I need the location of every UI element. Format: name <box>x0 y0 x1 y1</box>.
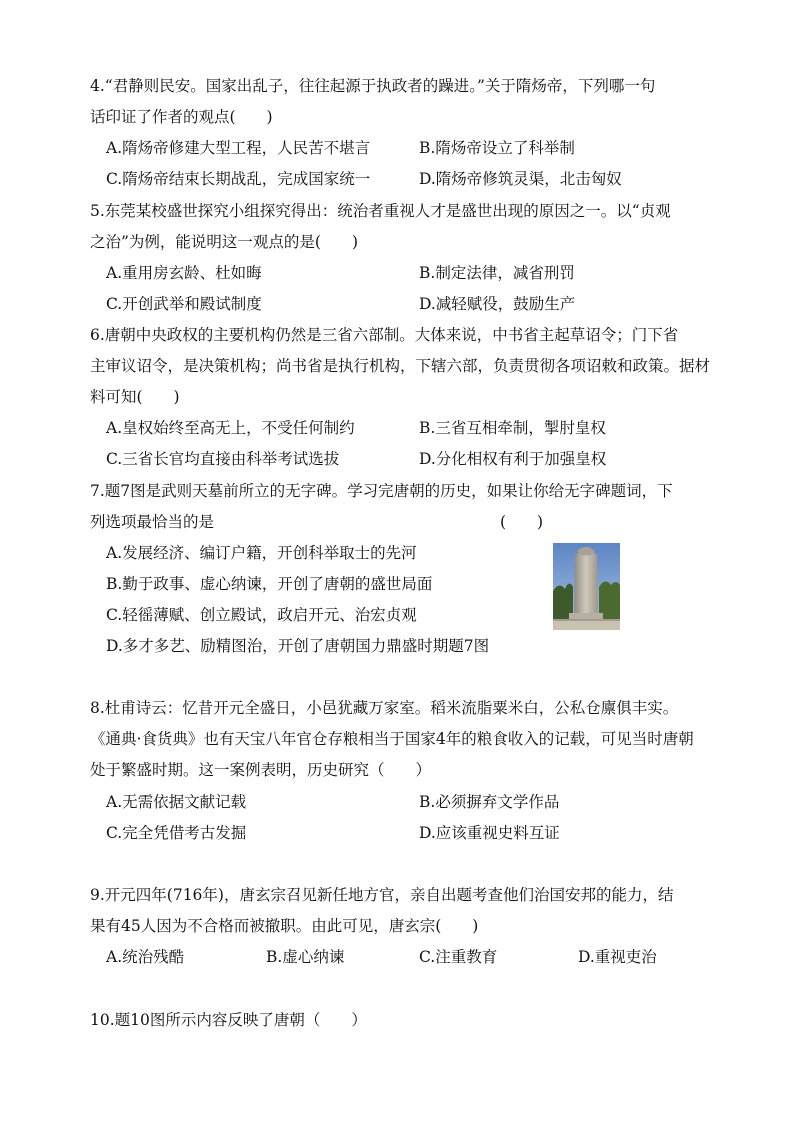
q6-stem-line2: 主审议诏令，是决策机构；尚书省是执行机构，下辖六部，负责贯彻各项诏敕和政策。据材 <box>90 357 711 375</box>
q8-option-c: C.完全凭借考古发掘 <box>106 824 247 842</box>
q8-option-a: A.无需依据文献记载 <box>106 793 247 811</box>
q6-stem-line1: 6.唐朝中央政权的主要机构仍然是三省六部制。大体来说，中书省主起草诏令；门下省 <box>90 326 679 344</box>
q10-stem-line1: 10.题10图所示内容反映了唐朝（ ） <box>90 1011 367 1029</box>
q5-option-d: D.减轻赋役，鼓励生产 <box>419 295 576 313</box>
q4-stem-line2: 话印证了作者的观点( ) <box>90 108 273 126</box>
q7-stem-line1: 7.题7图是武则天墓前所立的无字碑。学习完唐朝的历史，如果让你给无字碑题词，下 <box>90 482 673 500</box>
q5-stem-line2: 之治”为例，能说明这一观点的是( ) <box>90 233 359 251</box>
q4-option-c: C.隋炀帝结束长期战乱，完成国家统一 <box>106 170 371 188</box>
q6-option-a: A.皇权始终至高无上，不受任何制约 <box>106 419 355 437</box>
wordless-stele-photo <box>553 543 620 630</box>
q6-option-b: B.三省互相牵制，掣肘皇权 <box>419 419 606 437</box>
q9-option-c: C.注重教育 <box>419 948 498 966</box>
q5-option-a: A.重用房玄龄、杜如晦 <box>106 264 262 282</box>
q8-stem-line1: 8.杜甫诗云：忆昔开元全盛日，小邑犹藏万家室。稻米流脂粟米白，公私仓廪俱丰实。 <box>90 699 679 717</box>
q4-option-d: D.隋炀帝修筑灵渠，北击匈奴 <box>419 170 622 188</box>
q8-stem-line2: 《通典·食货典》也有天宝八年官仓存粮相当于国家4年的粮食收入的记载，可见当时唐朝 <box>90 730 694 748</box>
q6-option-c: C.三省长官均直接由科举考试选拔 <box>106 450 340 468</box>
q9-option-d: D.重视吏治 <box>578 948 657 966</box>
q5-stem-line1: 5.东莞某校盛世探究小组探究得出：统治者重视人才是盛世出现的原因之一。以“贞观 <box>90 202 671 220</box>
q9-stem-line2: 果有45人因为不合格而被撤职。由此可见，唐玄宗( ) <box>90 917 479 935</box>
q8-option-b: B.必须摒弃文学作品 <box>419 793 560 811</box>
q7-option-d: D.多才多艺、励精图治，开创了唐朝国力鼎盛时期题7图 <box>106 637 490 655</box>
q5-option-c: C.开创武举和殿试制度 <box>106 295 262 313</box>
q8-stem-line3: 处于繁盛时期。这一案例表明，历史研究（ ） <box>90 761 432 779</box>
q4-option-a: A.隋炀帝修建大型工程，人民苦不堪言 <box>106 139 371 157</box>
q7-answer-paren: ( ) <box>500 513 544 531</box>
q7-option-b: B.勤于政事、虚心纳谏，开创了唐朝的盛世局面 <box>106 575 433 593</box>
q7-option-a: A.发展经济、编订户籍，开创科举取士的先河 <box>106 544 417 562</box>
q7-option-c: C.轻徭薄赋、创立殿试，政启开元、治宏贞观 <box>106 606 417 624</box>
q6-option-d: D.分化相权有利于加强皇权 <box>419 450 607 468</box>
q4-option-b: B.隋炀帝设立了科举制 <box>419 139 575 157</box>
q5-option-b: B.制定法律，减省刑罚 <box>419 264 575 282</box>
q8-option-d: D.应该重视史料互证 <box>419 824 560 842</box>
q9-option-a: A.统治残酷 <box>106 948 185 966</box>
q9-option-b: B.虚心纳谏 <box>266 948 345 966</box>
q4-stem-line1: 4.“君静则民安。国家出乱子，往往起源于执政者的躁进。”关于隋炀帝，下列哪一句 <box>90 77 656 95</box>
q9-stem-line1: 9.开元四年(716年)，唐玄宗召见新任地方官，亲自出题考查他们治国安邦的能力，结 <box>90 886 674 904</box>
q6-stem-line3: 料可知( ) <box>90 388 180 406</box>
q7-stem-line2: 列选项最恰当的是 <box>90 513 215 531</box>
